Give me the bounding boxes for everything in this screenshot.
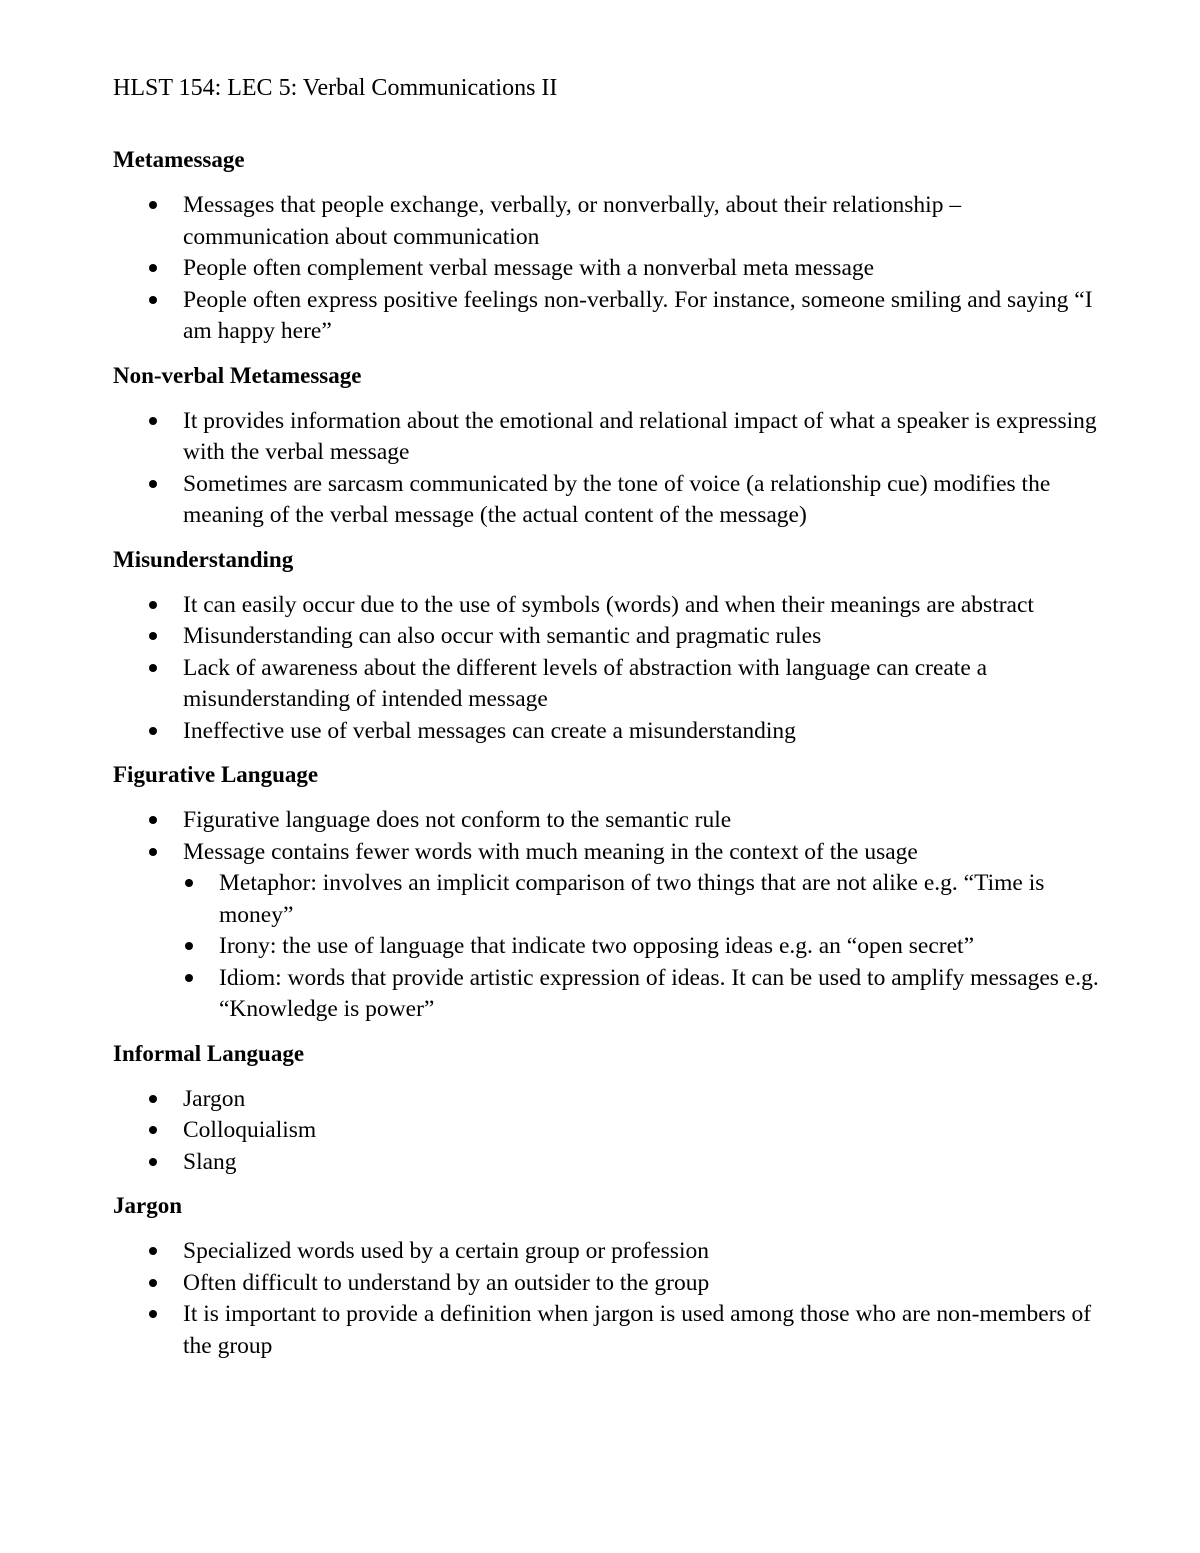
section-heading-informal-language: Informal Language	[113, 1040, 305, 1066]
sub-list-item: Idiom: words that provide artistic expression of ideas. It can be used to amplify messages e.g. “Knowledge is power”	[113, 963, 1103, 1026]
list-item: Misunderstanding can also occur with semantic and pragmatic rules	[113, 621, 1103, 653]
sub-list-item: Irony: the use of language that indicate two opposing ideas e.g. an “open secret”	[113, 931, 1103, 963]
section-heading-jargon: Jargon	[113, 1193, 182, 1218]
list-item: Often difficult to understand by an outsider to the group	[113, 1268, 1103, 1300]
list-item: People often express positive feelings non-verbally. For instance, someone smiling and saying “I am happy here”	[113, 285, 1103, 348]
bullet-list-misunderstanding	[113, 590, 1103, 748]
list-item: Specialized words used by a certain group or profession	[113, 1236, 1103, 1268]
bullet-list-jargon	[113, 1236, 1103, 1362]
list-item: People often complement verbal message with a nonverbal meta message	[113, 253, 1103, 285]
bullet-list-figurative-language	[113, 805, 1103, 1026]
list-item: Lack of awareness about the different levels of abstraction with language can create a misunderstanding of intended message	[113, 653, 1103, 716]
section-heading-figurative-language: Figurative Language	[113, 762, 319, 787]
list-item: It can easily occur due to the use of symbols (words) and when their meanings are abstract	[113, 590, 1103, 622]
bullet-list-metamessage	[113, 190, 1103, 348]
sub-list-item: Metaphor: involves an implicit comparison of two things that are not alike e.g. “Time is money”	[113, 868, 1103, 931]
list-item: Message contains fewer words with much meaning in the context of the usage	[113, 837, 1103, 869]
bullet-list-nonverbal-metamessage	[113, 406, 1103, 532]
list-item: It provides information about the emotional and relational impact of what a speaker is expressing with the verbal message	[113, 406, 1103, 469]
list-item: It is important to provide a definition when jargon is used among those who are non-members of the group	[113, 1299, 1103, 1362]
list-item: Colloquialism	[113, 1115, 1103, 1147]
section-heading-nonverbal-metamessage: Non-verbal Metamessage	[113, 362, 362, 388]
list-item: Sometimes are sarcasm communicated by the tone of voice (a relationship cue) modifies the meaning of the verbal message (the actual content of the message)	[113, 469, 1103, 532]
bullet-list-informal-language	[113, 1084, 1103, 1179]
list-item: Ineffective use of verbal messages can create a misunderstanding	[113, 716, 1103, 748]
list-item: Jargon	[113, 1084, 1103, 1116]
section-heading-misunderstanding: Misunderstanding	[113, 546, 294, 572]
list-item: Messages that people exchange, verbally, or nonverbally, about their relationship – communication about communication	[113, 190, 1103, 253]
list-item: Figurative language does not conform to the semantic rule	[113, 805, 1103, 837]
document-title: HLST 154: LEC 5: Verbal Communications II	[113, 75, 558, 101]
document-page	[113, 72, 1103, 1374]
list-item: Slang	[113, 1147, 1103, 1179]
section-heading-metamessage: Metamessage	[113, 147, 245, 172]
